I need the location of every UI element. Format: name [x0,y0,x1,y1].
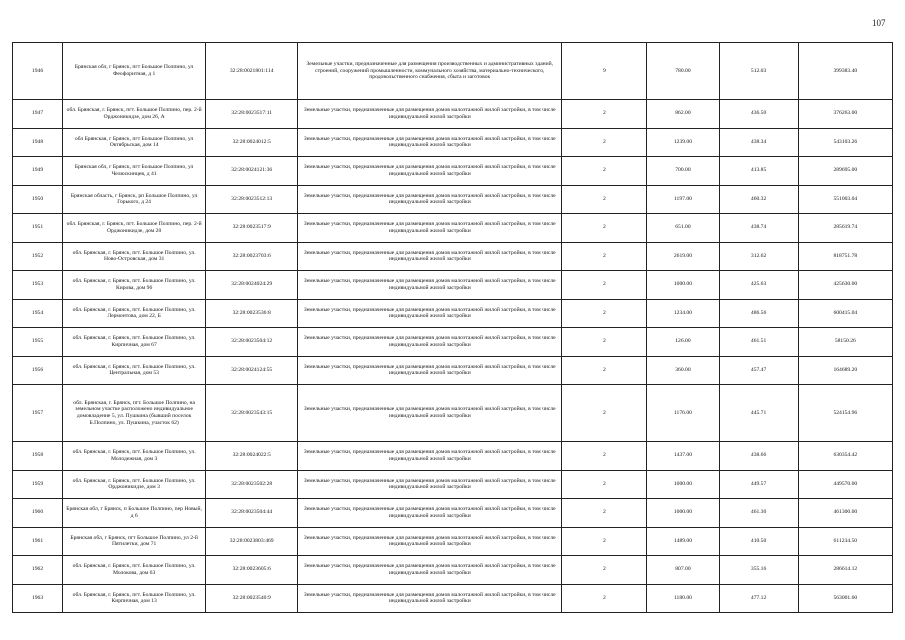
group-cell: 2 [562,442,647,471]
row-number: 1960 [13,499,63,528]
address-cell: обл. Брянская, г. Брянск, пгт. Большое Полпино, ул. Молодежная, дом 3 [63,442,206,471]
land-use-cell: Земельные участки, предназначенные для размещения домов малоэтажной жилой застройки, в том числе индивидуальной жилой застройки [298,185,562,214]
table-row [13,185,893,214]
specific-value-cell: 425.63 [719,271,798,300]
area-cell: 1489.00 [647,527,719,556]
cadastral-value-cell: 285619.74 [798,214,892,243]
address-cell: обл Брянская, г Брянск, пгт Большое Полпино, ул Октябрьская, дом 14 [63,128,206,157]
group-cell: 2 [562,584,647,613]
area-cell: 1000.00 [647,470,719,499]
table-row [13,442,893,471]
specific-value-cell: 457.47 [719,356,798,385]
area-cell: 1176.00 [647,385,719,442]
land-use-cell: Земельные участки, предназначенные для размещения домов малоэтажной жилой застройки, в том числе индивидуальной жилой застройки [298,242,562,271]
table-row [13,242,893,271]
cadastral-number-cell: 32:28:0023504:44 [206,499,298,528]
group-cell: 2 [562,185,647,214]
group-cell: 2 [562,527,647,556]
address-cell: Брянская область, г Брянск, рп Большое Полпино, ул Горького, д 24 [63,185,206,214]
row-number: 1954 [13,299,63,328]
address-cell: обл. Брянская, г. Брянск, пгт. Большое Полпино, ул. Лермонтова, дом 22, Б [63,299,206,328]
specific-value-cell: 512.03 [719,43,798,100]
address-cell: обл. Брянская, г. Брянск, пгт. Большое Полпино, ул. Орджоникидзе, дом 3 [63,470,206,499]
table-row [13,43,893,100]
group-cell: 2 [562,271,647,300]
cadastral-value-cell: 425630.00 [798,271,892,300]
land-registry-table [12,42,893,613]
cadastral-number-cell: 32:28:0023536:8 [206,299,298,328]
specific-value-cell: 461.30 [719,499,798,528]
area-cell: 651.00 [647,214,719,243]
table-row [13,299,893,328]
land-use-cell: Земельные участки, предназначенные для размещения домов малоэтажной жилой застройки, в том числе индивидуальной жилой застройки [298,470,562,499]
row-number: 1955 [13,328,63,357]
group-cell: 2 [562,100,647,129]
area-cell: 360.00 [647,356,719,385]
address-cell: обл. Брянская, г. Брянск, пгт. Большое Полпино, ул. Кирова, дом 96 [63,271,206,300]
address-cell: обл. Брянская, г. Брянск, пгт. Большое Полпино, пер. 2-й Орджоникидзе, дом 20 [63,214,206,243]
table-row [13,385,893,442]
land-use-cell: Земельные участки, предназначенные для размещения домов малоэтажной жилой застройки, в том числе индивидуальной жилой застройки [298,157,562,186]
row-number: 1949 [13,157,63,186]
cadastral-value-cell: 286614.12 [798,556,892,585]
area-cell: 2619.00 [647,242,719,271]
row-number: 1953 [13,271,63,300]
table-row [13,470,893,499]
cadastral-number-cell: 32:28:0023517:9 [206,214,298,243]
group-cell: 2 [562,499,647,528]
specific-value-cell: 355.16 [719,556,798,585]
specific-value-cell: 410.50 [719,527,798,556]
specific-value-cell: 445.71 [719,385,798,442]
address-cell: Брянская обл, г Брянск, пгт Большое Полпино, ул Челюскинцев, д 41 [63,157,206,186]
land-use-cell: Земельные участки, предназначенные для размещения производственных и административных зданий, строений, сооружений промышленности, коммунального хозяйства, материально-технического, продовольственного снабжения, сбыта и заготовок [298,43,562,100]
address-cell: обл. Брянская, г. Брянск, пгт. Большое Полпино, ул. Центральная, дом 53 [63,356,206,385]
cadastral-value-cell: 376263.00 [798,100,892,129]
table-row [13,556,893,585]
area-cell: 862.00 [647,100,719,129]
cadastral-number-cell: 32:28:0021801:114 [206,43,298,100]
table-row [13,214,893,243]
land-use-cell: Земельные участки, предназначенные для размещения домов малоэтажной жилой застройки, в том числе индивидуальной жилой застройки [298,100,562,129]
cadastral-value-cell: 524154.96 [798,385,892,442]
group-cell: 2 [562,356,647,385]
area-cell: 780.00 [647,43,719,100]
cadastral-number-cell: 32:28:0024024:29 [206,271,298,300]
specific-value-cell: 438.66 [719,442,798,471]
land-use-cell: Земельные участки, предназначенные для размещения домов малоэтажной жилой застройки, в том числе индивидуальной жилой застройки [298,556,562,585]
address-cell: обл. Брянская, г. Брянск, пгт. Большое Полпино, ул. Ново-Островская, дом 31 [63,242,206,271]
row-number: 1947 [13,100,63,129]
cadastral-value-cell: 563001.60 [798,584,892,613]
table-row [13,157,893,186]
row-number: 1959 [13,470,63,499]
table-body [13,43,893,613]
address-cell: Брянская обл, г Брянск, п Большое Полпино, пер Новый, д 6 [63,499,206,528]
table-row [13,499,893,528]
area-cell: 1000.00 [647,499,719,528]
area-cell: 1197.00 [647,185,719,214]
table-row [13,584,893,613]
area-cell: 126.00 [647,328,719,357]
table-row [13,128,893,157]
cadastral-value-cell: 449570.00 [798,470,892,499]
land-use-cell: Земельные участки, предназначенные для размещения домов малоэтажной жилой застройки, в том числе индивидуальной жилой застройки [298,328,562,357]
address-cell: Брянская обл, г Брянск, пгт Большое Полпино, ул 2-й Пятилетки, дом 71 [63,527,206,556]
area-cell: 1239.00 [647,128,719,157]
group-cell: 2 [562,242,647,271]
specific-value-cell: 436.50 [719,100,798,129]
group-cell: 2 [562,556,647,585]
row-number: 1952 [13,242,63,271]
row-number: 1961 [13,527,63,556]
land-use-cell: Земельные участки, предназначенные для размещения домов малоэтажной жилой застройки, в том числе индивидуальной жилой застройки [298,527,562,556]
group-cell: 2 [562,385,647,442]
row-number: 1962 [13,556,63,585]
address-cell: обл. Брянская, г. Брянск, пгт. Большое Полпино, на земельном участке расположено индивидуальное домовладение 5, ул. Пушкина (бывший поселок Б.Полпино, ул. Пушкина, участок 62) [63,385,206,442]
specific-value-cell: 477.12 [719,584,798,613]
land-use-cell: Земельные участки, предназначенные для размещения домов малоэтажной жилой застройки, в том числе индивидуальной жилой застройки [298,128,562,157]
land-use-cell: Земельные участки, предназначенные для размещения домов малоэтажной жилой застройки, в том числе индивидуальной жилой застройки [298,271,562,300]
land-use-cell: Земельные участки, предназначенные для размещения домов малоэтажной жилой застройки, в том числе индивидуальной жилой застройки [298,584,562,613]
land-use-cell: Земельные участки, предназначенные для размещения домов малоэтажной жилой застройки, в том числе индивидуальной жилой застройки [298,214,562,243]
cadastral-number-cell: 32:28:0023803:469 [206,527,298,556]
cadastral-number-cell: 32:28:0023703:6 [206,242,298,271]
cadastral-number-cell: 32:28:0023512:13 [206,185,298,214]
group-cell: 2 [562,328,647,357]
cadastral-number-cell: 32:28:0023540:9 [206,584,298,613]
group-cell: 2 [562,299,647,328]
row-number: 1948 [13,128,63,157]
cadastral-number-cell: 32:28:0024012:5 [206,128,298,157]
cadastral-value-cell: 818751.78 [798,242,892,271]
group-cell: 2 [562,214,647,243]
row-number: 1963 [13,584,63,613]
specific-value-cell: 312.62 [719,242,798,271]
address-cell: обл. Брянская, г. Брянск, пгт. Большое Полпино, ул. Кирпичная, дом 67 [63,328,206,357]
address-cell: обл. Брянская, г. Брянск, пгт. Большое Полпино, ул. Кирпичная, дом 13 [63,584,206,613]
area-cell: 700.00 [647,157,719,186]
row-number: 1951 [13,214,63,243]
specific-value-cell: 486.56 [719,299,798,328]
address-cell: обл. Брянская, г. Брянск, пгт. Большое Полпино, ул. Молокова, дом 63 [63,556,206,585]
address-cell: обл. Брянская, г. Брянск, пгт. Большое Полпино, пер. 2-й Орджоникидзе, дом 26, А [63,100,206,129]
cadastral-value-cell: 543103.26 [798,128,892,157]
area-cell: 1437.00 [647,442,719,471]
table-row [13,100,893,129]
cadastral-number-cell: 32:28:0023504:12 [206,328,298,357]
area-cell: 1180.00 [647,584,719,613]
cadastral-value-cell: 611234.50 [798,527,892,556]
cadastral-value-cell: 630354.42 [798,442,892,471]
cadastral-value-cell: 399383.40 [798,43,892,100]
page-number: 107 [872,18,886,28]
land-use-cell: Земельные участки, предназначенные для размещения домов малоэтажной жилой застройки, в том числе индивидуальной жилой застройки [298,499,562,528]
row-number: 1946 [13,43,63,100]
specific-value-cell: 438.74 [719,214,798,243]
cadastral-number-cell: 32:28:0024124:55 [206,356,298,385]
cadastral-number-cell: 32:28:0023605:6 [206,556,298,585]
cadastral-value-cell: 600415.04 [798,299,892,328]
cadastral-number-cell: 32:28:0023502:28 [206,470,298,499]
area-cell: 1234.00 [647,299,719,328]
table-row [13,328,893,357]
row-number: 1957 [13,385,63,442]
specific-value-cell: 461.51 [719,328,798,357]
address-cell: Брянская обл, г Брянск, пгт Большое Полпино, ул Феофоритная, д 1 [63,43,206,100]
land-use-cell: Земельные участки, предназначенные для размещения домов малоэтажной жилой застройки, в том числе индивидуальной жилой застройки [298,442,562,471]
cadastral-value-cell: 461300.00 [798,499,892,528]
area-cell: 807.00 [647,556,719,585]
specific-value-cell: 413.85 [719,157,798,186]
table-row [13,356,893,385]
cadastral-value-cell: 164689.20 [798,356,892,385]
cadastral-number-cell: 32:28:0024121:36 [206,157,298,186]
land-use-cell: Земельные участки, предназначенные для размещения домов малоэтажной жилой застройки, в том числе индивидуальной жилой застройки [298,356,562,385]
cadastral-number-cell: 32:28:0024022:5 [206,442,298,471]
land-use-cell: Земельные участки, предназначенные для размещения домов малоэтажной жилой застройки, в том числе индивидуальной жилой застройки [298,299,562,328]
cadastral-value-cell: 58150.26 [798,328,892,357]
row-number: 1956 [13,356,63,385]
group-cell: 2 [562,470,647,499]
cadastral-number-cell: 32:28:0023517:11 [206,100,298,129]
area-cell: 1000.00 [647,271,719,300]
specific-value-cell: 449.57 [719,470,798,499]
table-row [13,271,893,300]
table-row [13,527,893,556]
specific-value-cell: 438.34 [719,128,798,157]
cadastral-number-cell: 32:28:0023543:15 [206,385,298,442]
cadastral-value-cell: 551003.04 [798,185,892,214]
specific-value-cell: 460.32 [719,185,798,214]
group-cell: 9 [562,43,647,100]
group-cell: 2 [562,128,647,157]
group-cell: 2 [562,157,647,186]
cadastral-value-cell: 289695.00 [798,157,892,186]
land-use-cell: Земельные участки, предназначенные для размещения домов малоэтажной жилой застройки, в том числе индивидуальной жилой застройки [298,385,562,442]
row-number: 1950 [13,185,63,214]
row-number: 1958 [13,442,63,471]
